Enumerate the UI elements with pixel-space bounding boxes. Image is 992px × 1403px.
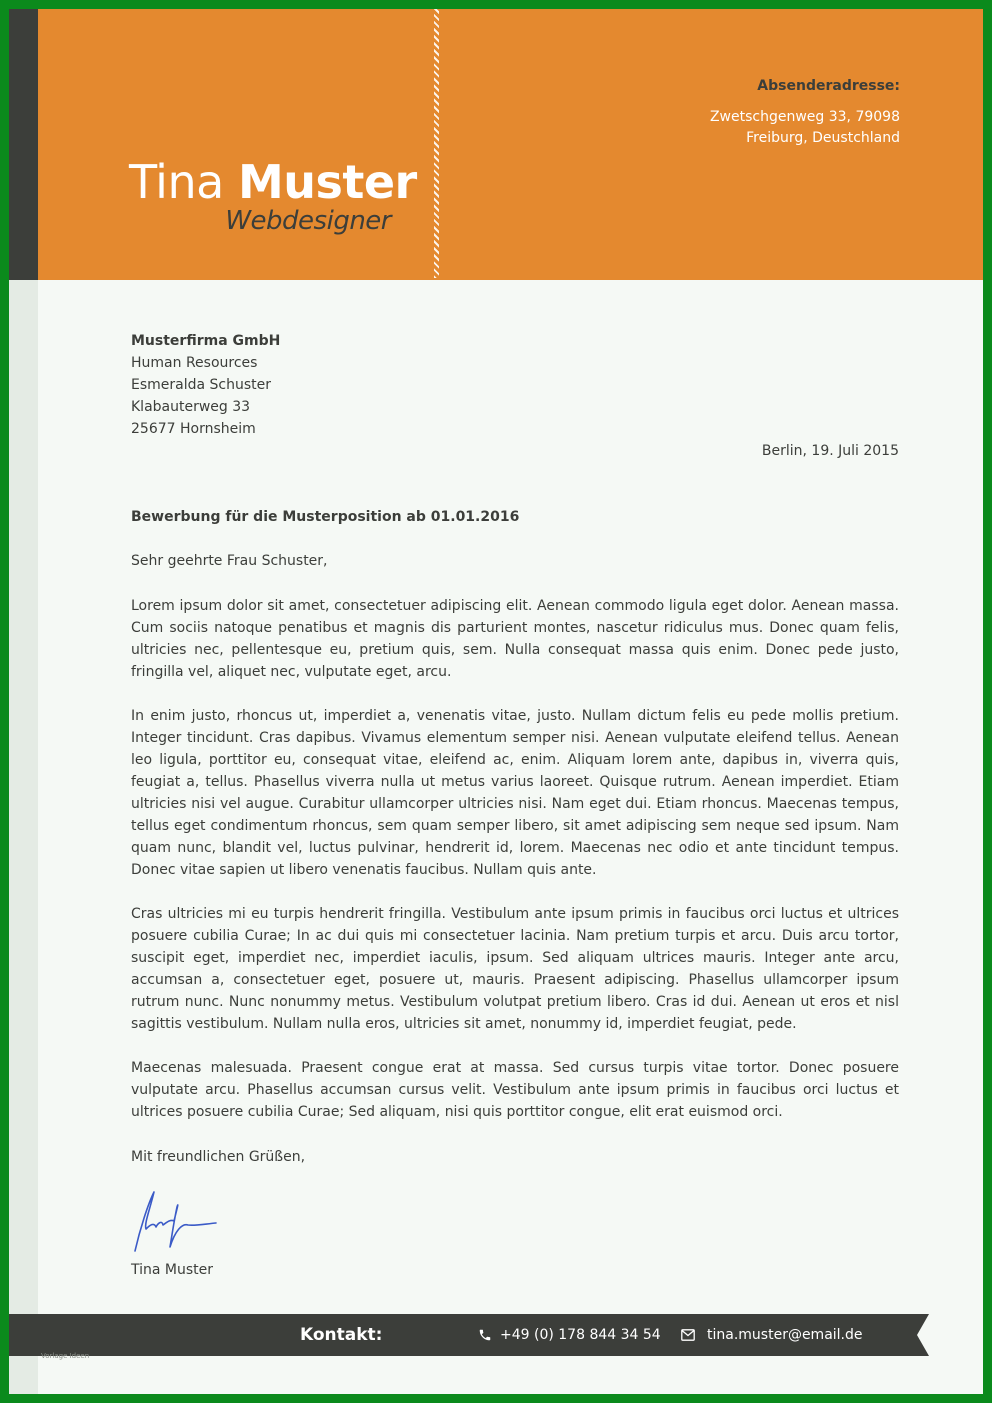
handwritten-signature [130, 1189, 220, 1257]
body-paragraph: Maecenas malesuada. Praesent congue erat at massa. Sed cursus turpis vitae tortor. Donec posuere vulputate arcu. Phasellus accumsan cursus velit. Vestibulum ante ipsum primis in faucibus orci luctus et ultrices posuere cubilia Curae; Sed aliquam, nisi quis porttitor congue, elit erat euismod orci. [131, 1060, 899, 1120]
contact-label: Kontakt: [300, 1325, 383, 1345]
mail-icon [681, 1329, 695, 1341]
sender-address [710, 76, 900, 149]
letter-date: Berlin, 19. Juli 2015 [761, 443, 899, 459]
recipient-person: Esmeralda Schuster [131, 377, 272, 393]
sender-city: Freiburg, Deustchland [746, 130, 900, 146]
salutation: Sehr geehrte Frau Schuster, [131, 553, 328, 569]
job-title: Webdesigner [225, 206, 391, 236]
letter-body [131, 595, 899, 1145]
left-sidebar-strip [9, 280, 38, 1394]
phone-icon [478, 1328, 492, 1342]
letter-page [9, 9, 983, 1394]
body-paragraph: Cras ultricies mi eu turpis hendrerit fringilla. Vestibulum ante ipsum primis in faucibus orci luctus et ultrices posuere cubilia Curae; In ac dui quis mi consectetuer lacinia. Nam pretium turpis et arcu. Duis arcu tortor, suscipit eget, imperdiet nec, imperdiet iaculis, ipsum. Sed aliquam ultrices mauris. Integer ante arcu, accumsan a, consectetuer eget, posuere ut, mauris. Praesent adipiscing. Phasellus ullamcorper ipsum rutrum nunc. Nunc nonummy metus. Vestibulum volutpat pretium libero. Cras id dui. Aenean ut eros et nisl sagittis vestibulum. Nullam nulla eros, ultricies sit amet, nonummy id, imperdiet feugiat, pede. [131, 906, 899, 1032]
header-dark-bar [9, 9, 38, 280]
letterhead [9, 9, 983, 280]
contact-email[interactable]: tina.muster@email.de [707, 1327, 863, 1343]
applicant-name [129, 154, 417, 210]
recipient-company: Musterfirma GmbH [131, 333, 281, 349]
sender-street: Zwetschgenweg 33, 79098 [709, 109, 900, 125]
signer-name: Tina Muster [131, 1262, 214, 1278]
first-name: Tina [129, 155, 224, 209]
last-name: Muster [237, 155, 417, 209]
sender-label: Absenderadresse: [757, 78, 900, 94]
body-paragraph: In enim justo, rhoncus ut, imperdiet a, venenatis vitae, justo. Nullam dictum felis eu pede mollis pretium. Integer tincidunt. Cras dapibus. Vivamus elementum semper nisi. Aenean vulputate eleifend tellus. Aenean leo ligula, porttitor eu, consequat vitae, eleifend ac, enim. Aliquam lorem ante, dapibus in, viverra quis, feugiat a, tellus. Phasellus viverra nulla ut metus varius laoreet. Quisque rutrum. Aenean imperdiet. Etiam ultricies nisi vel augue. Curabitur ullamcorper ultricies nisi. Nam eget dui. Etiam rhoncus. Maecenas tempus, tellus eget condimentum rhoncus, sem quam semper libero, sit amet adipiscing sem neque sed ipsum. Nam quam nunc, blandit vel, luctus pulvinar, hendrerit id, lorem. Maecenas nec odio et ante tincidunt tempus. Donec vitae sapien ut libero venenatis faucibus. Nullam quis ante. [131, 708, 899, 878]
watermark-text: Vorlage Ideen [41, 1352, 90, 1360]
letter-subject: Bewerbung für die Musterposition ab 01.01.2016 [131, 509, 520, 525]
recipient-street: Klabauterweg 33 [131, 399, 251, 415]
body-paragraph: Lorem ipsum dolor sit amet, consectetuer adipiscing elit. Aenean commodo ligula eget dolor. Aenean massa. Cum sociis natoque penatibus et magnis dis parturient montes, nascetur ridiculus mus. Donec quam felis, ultricies nec, pellentesque eu, pretium quis, sem. Nulla consequat massa quis enim. Donec pede justo, fringilla vel, aliquet nec, vulputate eget, arcu. [131, 598, 899, 680]
recipient-address [131, 330, 899, 440]
contact-phone[interactable]: +49 (0) 178 844 34 54 [500, 1327, 661, 1343]
recipient-department: Human Resources [131, 355, 258, 371]
closing: Mit freundlichen Grüßen, [131, 1149, 306, 1165]
recipient-city: 25677 Hornsheim [131, 421, 256, 437]
header-divider [434, 9, 439, 278]
